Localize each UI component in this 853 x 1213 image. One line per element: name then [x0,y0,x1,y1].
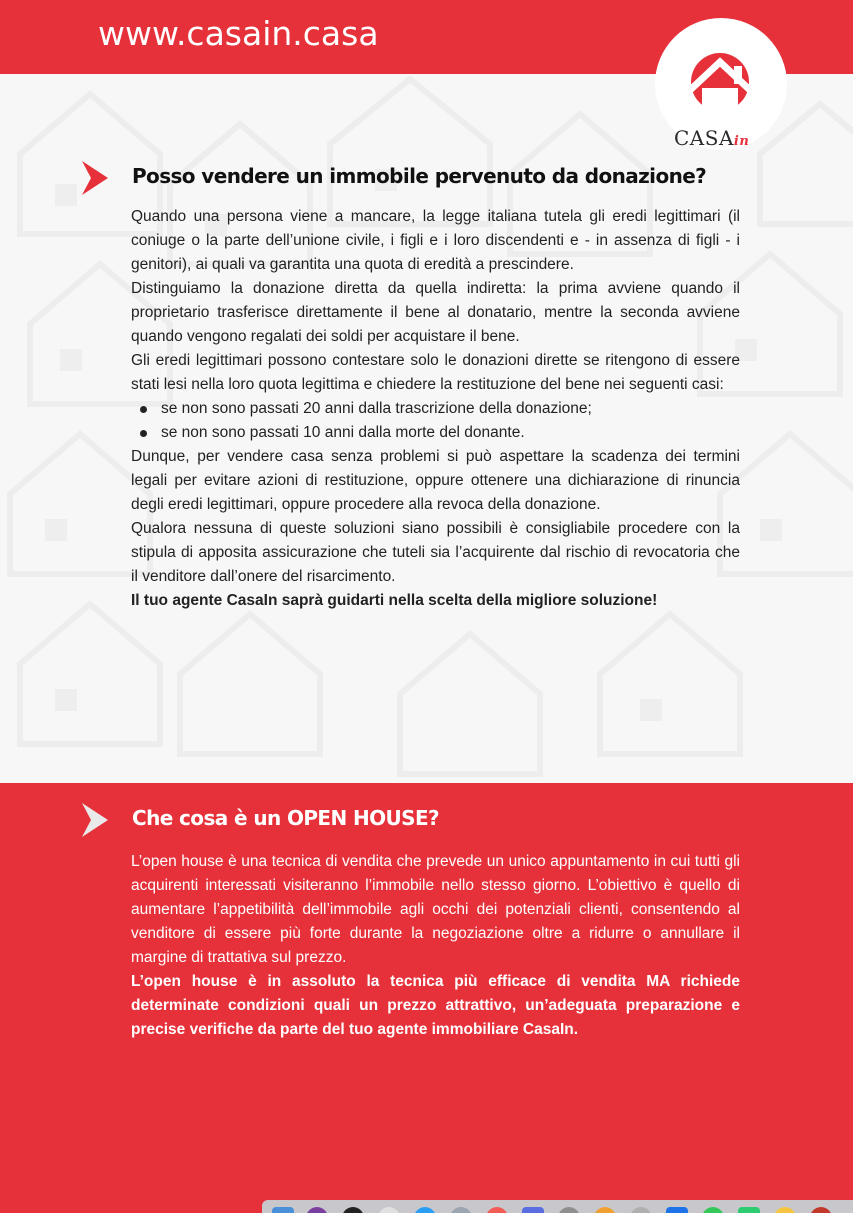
app-icon[interactable] [774,1207,796,1213]
app-icon[interactable] [450,1207,472,1213]
section-body-open-house [131,850,740,1042]
app-icon[interactable] [558,1207,580,1213]
app-icon[interactable] [342,1207,364,1213]
closing-statement: Il tuo agente CasaIn saprà guidarti nella scelta della migliore soluzione! [131,592,658,609]
bullet-list [131,397,740,445]
chevron-right-icon [82,161,108,195]
app-icon[interactable] [486,1207,508,1213]
paragraph: Gli eredi legittimari possono contestare solo le donazioni dirette se ritengono di essere stati lesi nella loro quota legittima e chiedere la restituzione del bene nei seguenti casi: [131,352,740,393]
paragraph: Quando una persona viene a mancare, la legge italiana tutela gli eredi legittimari (il coniuge o la parte dell’unione civile, i figli e i loro discendenti e - in assenza di figli - i genitori), ai quali va garantita una quota di eredità a prescindere. [131,208,740,273]
logo-wordmark [674,126,749,150]
section-title-open-house: Che cosa è un OPEN HOUSE? [132,806,440,830]
app-icon[interactable] [306,1207,328,1213]
app-icon[interactable] [630,1207,652,1213]
paragraph: Dunque, per vendere casa senza problemi si può aspettare la scadenza dei termini legali per evitare azioni di restituzione, oppure ottenere una dichiarazione di rinuncia degli eredi legittimari, oppure procedere alla revoca della donazione. [131,448,740,513]
logo-suffix: in [733,134,750,149]
closing-statement: L’open house è in assoluto la tecnica più efficace di vendita MA richiede determinate condizioni quali un prezzo attrattivo, un’adeguata preparazione e precise verifiche da parte del tuo agente immobiliare CasaIn. [131,973,740,1038]
paragraph: L’open house è una tecnica di vendita che prevede un unico appuntamento in cui tutti gli acquirenti interessati visiteranno l’immobile nello stesso giorno. L’obiettivo è quello di aumentare l’appetibilità dell’immobile agli occhi dei potenziali clienti, consentendo al venditore di essere più forte durante la negoziazione oltre a ridurre o annullare il margine di trattativa sul prezzo. [131,853,740,966]
paragraph: Distinguiamo la donazione diretta da quella indiretta: la prima avviene quando il proprietario trasferisce direttamente il bene al donatario, mentre la seconda avviene quando vengono regalati dei soldi per acquistare il bene. [131,280,740,345]
paragraph: Qualora nessuna di queste soluzioni siano possibili è consigliabile procedere con la stipula di apposita assicurazione che tuteli sia l’acquirente dal rischio di revocatoria che il venditore dall’onere del risarcimento. [131,520,740,585]
app-icon[interactable] [810,1207,832,1213]
section-body-donazione [131,205,740,613]
app-icon[interactable] [414,1207,436,1213]
app-icon[interactable] [522,1207,544,1213]
house-logo-icon [672,52,768,122]
logo-brand: CASA [674,126,734,150]
app-icon[interactable] [594,1207,616,1213]
site-url[interactable]: www.casain.casa [98,14,379,53]
app-icon[interactable] [666,1207,688,1213]
app-icon[interactable] [378,1207,400,1213]
dock [262,1200,853,1213]
chevron-right-icon [82,803,108,837]
list-item: se non sono passati 20 anni dalla trascrizione della donazione; [131,397,740,421]
app-icon[interactable] [702,1207,724,1213]
app-icon[interactable] [272,1207,294,1213]
section-title-donazione: Posso vendere un immobile pervenuto da donazione? [132,164,707,188]
app-icon[interactable] [738,1207,760,1213]
list-item: se non sono passati 10 anni dalla morte del donante. [131,421,740,445]
